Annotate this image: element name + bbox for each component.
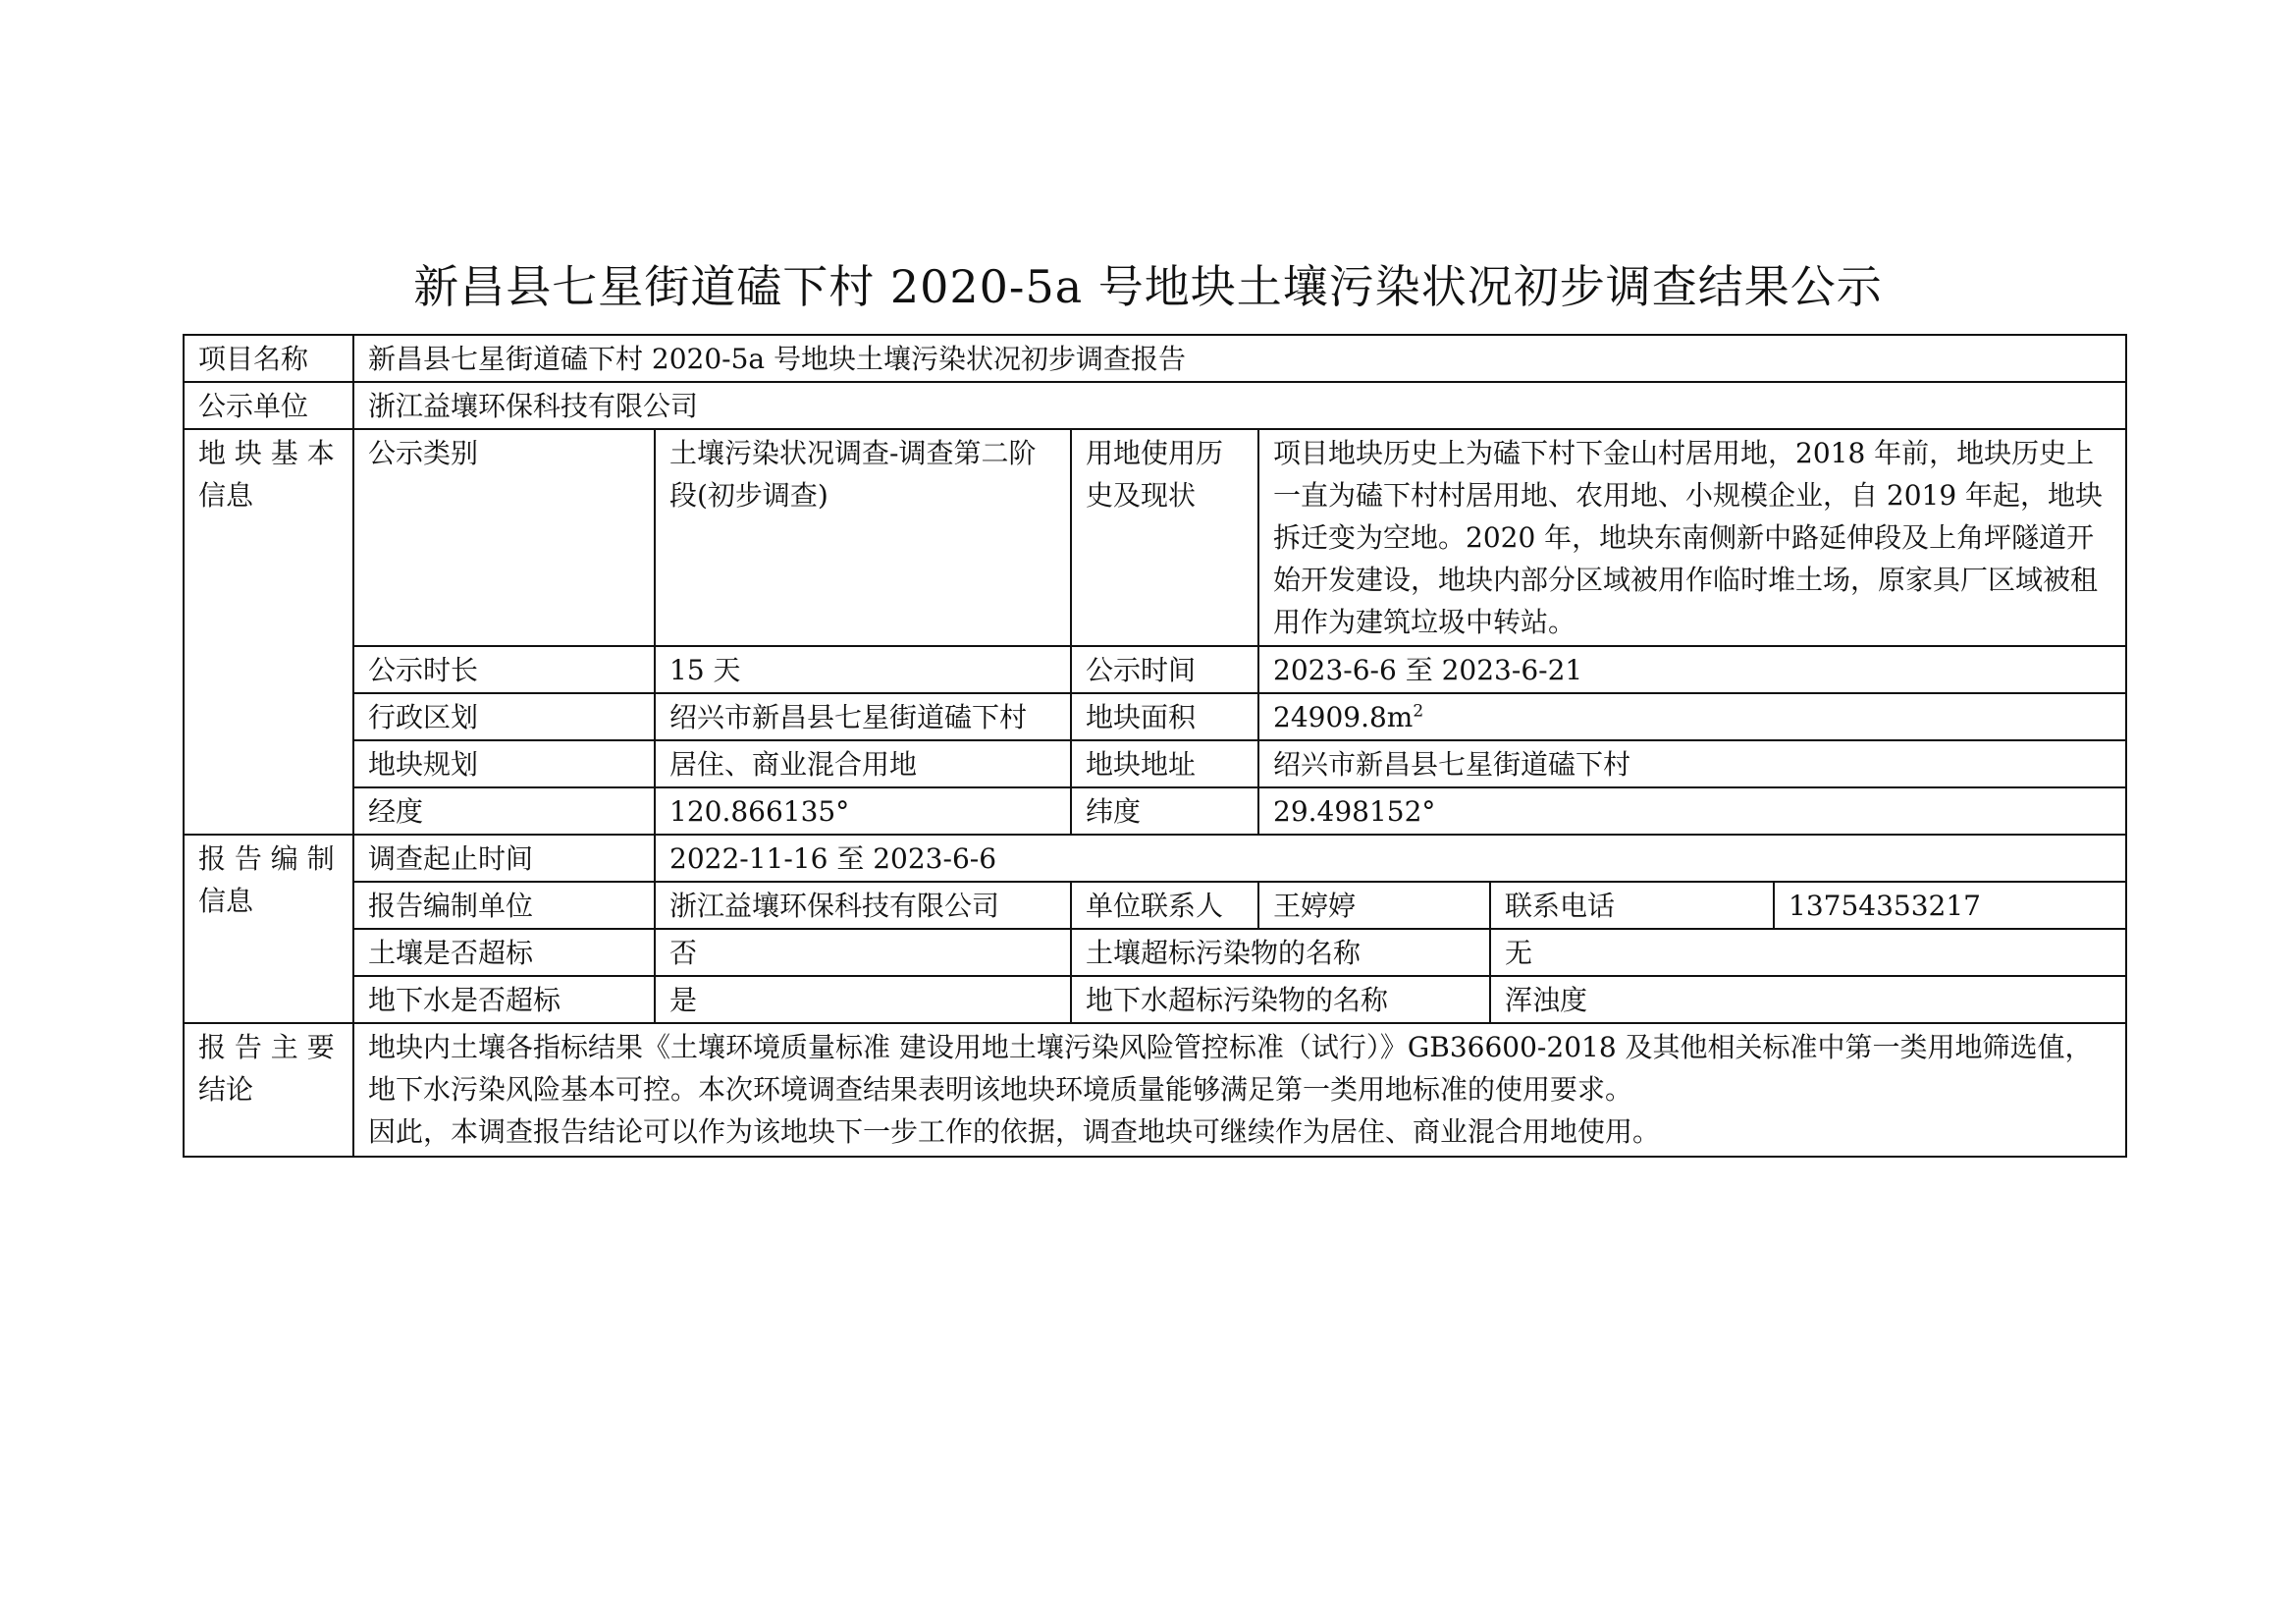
row-coordinates (184, 787, 2126, 835)
land-history-label: 用地使用历史及现状 (1071, 429, 1258, 646)
row-district (184, 693, 2126, 740)
row-land-plan (184, 740, 2126, 787)
soil-exceed-label: 土壤是否超标 (353, 929, 655, 976)
document-title: 新昌县七星街道磕下村 2020-5a 号地块土壤污染状况初步调查结果公示 (413, 260, 1883, 313)
row-soil-exceed (184, 929, 2126, 976)
longitude-value: 120.866135° (655, 787, 1071, 835)
groundwater-exceed-value: 是 (655, 976, 1071, 1023)
land-area-number: 24909.8m (1273, 701, 1414, 733)
land-plan-label: 地块规划 (353, 740, 655, 787)
contact-person-label: 单位联系人 (1071, 882, 1258, 929)
disclosure-table (183, 334, 2127, 1158)
survey-time-value: 2022-11-16 至 2023-6-6 (655, 835, 2126, 882)
publisher-label: 公示单位 (184, 382, 353, 429)
row-report-org (184, 882, 2126, 929)
row-groundwater-exceed (184, 976, 2126, 1023)
publicity-duration-label: 公示时长 (353, 646, 655, 693)
report-org-label: 报告编制单位 (353, 882, 655, 929)
row-conclusion (184, 1023, 2126, 1157)
conclusion-section-label: 报 告 主 要 结论 (184, 1023, 353, 1157)
land-area-value (1258, 693, 2126, 740)
contact-person-value: 王婷婷 (1258, 882, 1490, 929)
soil-exceed-value: 否 (655, 929, 1071, 976)
project-name-label: 项目名称 (184, 335, 353, 382)
contact-phone-label: 联系电话 (1490, 882, 1774, 929)
publicity-type-value: 土壤污染状况调查-调查第二阶段(初步调查) (655, 429, 1071, 646)
land-area-label: 地块面积 (1071, 693, 1258, 740)
row-publicity-type (184, 429, 2126, 646)
land-address-label: 地块地址 (1071, 740, 1258, 787)
land-history-value: 项目地块历史上为磕下村下金山村居用地，2018 年前，地块历史上一直为磕下村村居用地、农用地、小规模企业，自 2019 年起，地块拆迁变为空地。2020 年，地块东南侧新中路延伸段及上角坪隧道开始开发建设，地块内部分区域被用作临时堆土场，原家具厂区域被租用作为建筑垃圾中转站。 (1258, 429, 2126, 646)
report-info-section-label: 报 告 编 制 信息 (184, 835, 353, 1023)
latitude-label: 纬度 (1071, 787, 1258, 835)
groundwater-exceed-label: 地下水是否超标 (353, 976, 655, 1023)
row-project-name (184, 335, 2126, 382)
groundwater-pollutant-label: 地下水超标污染物的名称 (1071, 976, 1490, 1023)
land-plan-value: 居住、商业混合用地 (655, 740, 1071, 787)
publicity-period-label: 公示时间 (1071, 646, 1258, 693)
publicity-period-value: 2023-6-6 至 2023-6-21 (1258, 646, 2126, 693)
survey-time-label: 调查起止时间 (353, 835, 655, 882)
soil-pollutant-value: 无 (1490, 929, 2126, 976)
district-label: 行政区划 (353, 693, 655, 740)
longitude-label: 经度 (353, 787, 655, 835)
land-area-unit-superscript: 2 (1413, 701, 1424, 722)
conclusion-paragraph-2: 因此，本调查报告结论可以作为该地块下一步工作的依据，调查地块可继续作为居住、商业混合用地使用。 (368, 1115, 1661, 1148)
row-publisher (184, 382, 2126, 429)
row-survey-time (184, 835, 2126, 882)
basic-info-section-label: 地 块 基 本 信息 (184, 429, 353, 835)
publisher-value: 浙江益壤环保科技有限公司 (353, 382, 2126, 429)
latitude-value: 29.498152° (1258, 787, 2126, 835)
conclusion-text (353, 1023, 2126, 1157)
district-value: 绍兴市新昌县七星街道磕下村 (655, 693, 1071, 740)
publicity-type-label: 公示类别 (353, 429, 655, 646)
land-address-value: 绍兴市新昌县七星街道磕下村 (1258, 740, 2126, 787)
publicity-duration-value: 15 天 (655, 646, 1071, 693)
project-name-value: 新昌县七星街道磕下村 2020-5a 号地块土壤污染状况初步调查报告 (353, 335, 2126, 382)
soil-pollutant-label: 土壤超标污染物的名称 (1071, 929, 1490, 976)
groundwater-pollutant-value: 浑浊度 (1490, 976, 2126, 1023)
contact-phone-value: 13754353217 (1774, 882, 2126, 929)
conclusion-paragraph-1: 地块内土壤各指标结果《土壤环境质量标准 建设用地土壤污染风险管控标准（试行）》GB36600-2018 及其他相关标准中第一类用地筛选值，地下水污染风险基本可控。本次环境调查结果表明该地块环境质量能够满足第一类用地标准的使用要求。 (368, 1031, 2093, 1106)
row-publicity-duration (184, 646, 2126, 693)
report-org-value: 浙江益壤环保科技有限公司 (655, 882, 1071, 929)
